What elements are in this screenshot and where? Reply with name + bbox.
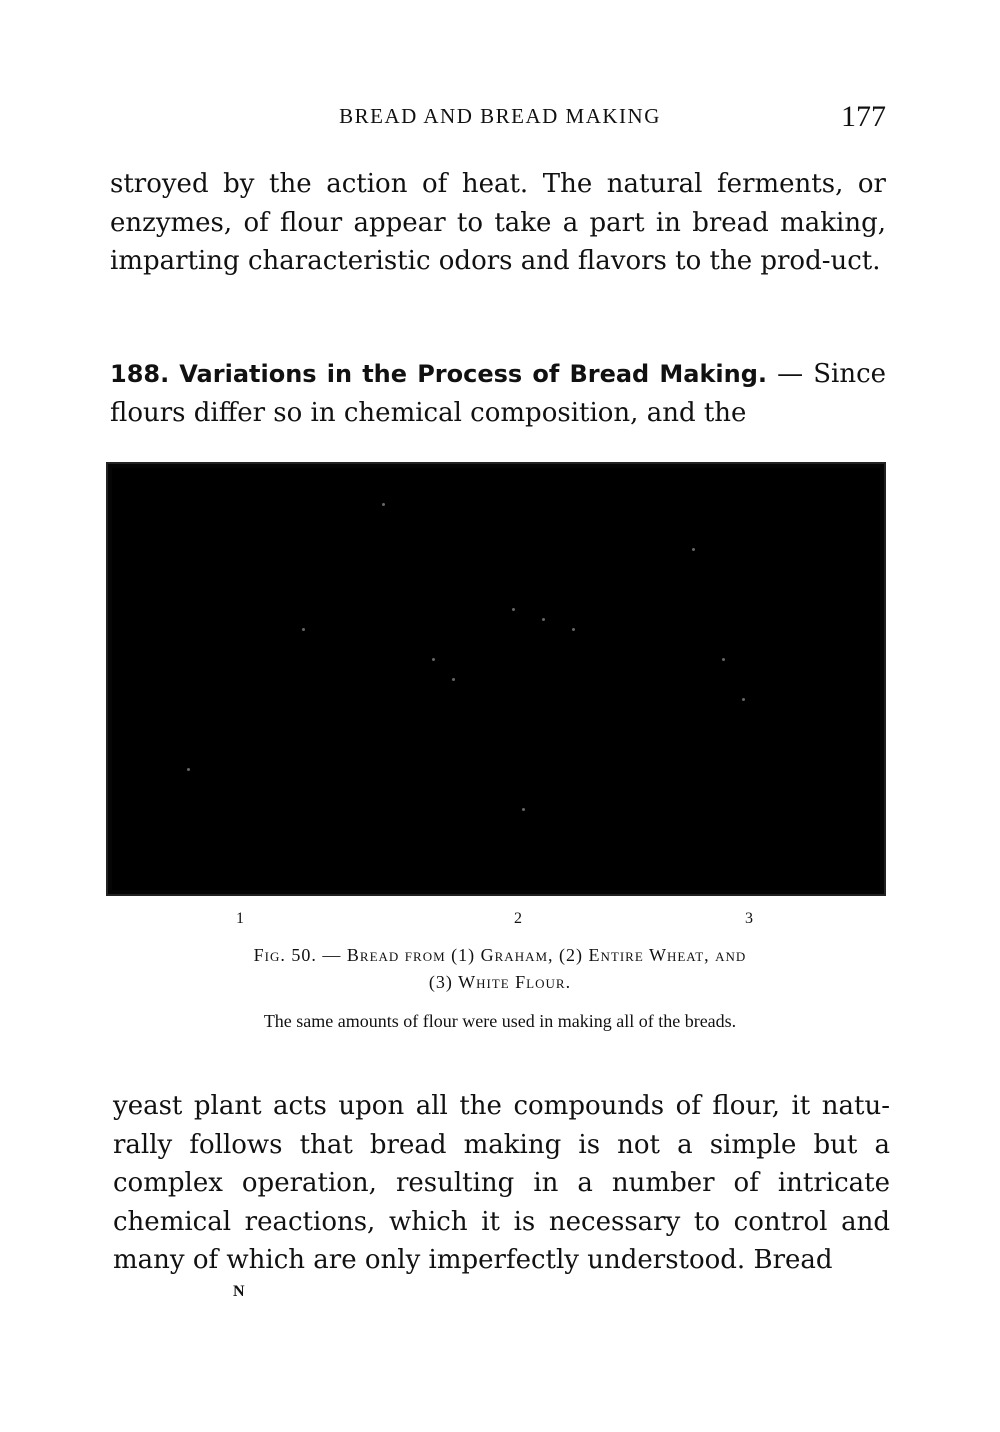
bread-photograph (112, 468, 880, 890)
photo-speck (722, 658, 725, 661)
photo-speck (187, 768, 190, 771)
figure-label-3: 3 (745, 910, 753, 927)
photo-speck (512, 608, 515, 611)
figure-frame (106, 462, 886, 896)
paragraph-body: yeast plant acts upon all the compounds of flour, it natu-rally follows that bread making is not a simple but a complex operation, resulting in a number of intricate chemical reactions, which it is necessary to control and many of which are only imperfectly understood. Bread (113, 1091, 890, 1275)
photo-speck (432, 658, 435, 661)
section-title: Variations in the Process of Bread Making. (179, 360, 768, 388)
photo-speck (382, 503, 385, 506)
section-text: Since flours differ so in chemical composition, and the (110, 359, 887, 428)
photo-speck (572, 628, 575, 631)
figure-caption-line2: (3) White Flour. (428, 972, 572, 992)
photo-speck (452, 678, 455, 681)
photo-speck (542, 618, 545, 621)
signature-mark: N (233, 1283, 245, 1300)
running-title: BREAD AND BREAD MAKING (339, 104, 661, 128)
figure-note: The same amounts of flour were used in making all of the breads. (263, 1011, 737, 1031)
figure-label-2: 2 (514, 910, 522, 927)
section-paragraph (110, 355, 886, 432)
section-dash: — (767, 359, 804, 389)
figure-caption-line1: Fig. 50. — Bread from (1) Graham, (2) Entire Wheat, and (253, 945, 747, 965)
photo-speck (742, 698, 745, 701)
photo-speck (522, 808, 525, 811)
photo-speck (692, 548, 695, 551)
section-number: 188. (110, 360, 170, 388)
figure-label-1: 1 (236, 910, 244, 927)
photo-speck (302, 628, 305, 631)
page-header (110, 100, 890, 136)
paragraph-continued: stroyed by the action of heat. The natural ferments, or enzymes, of flour appear to take a part in bread making, imparting characteristic odors and flavors to the prod-uct. (110, 169, 886, 276)
page-number: 177 (841, 100, 886, 133)
